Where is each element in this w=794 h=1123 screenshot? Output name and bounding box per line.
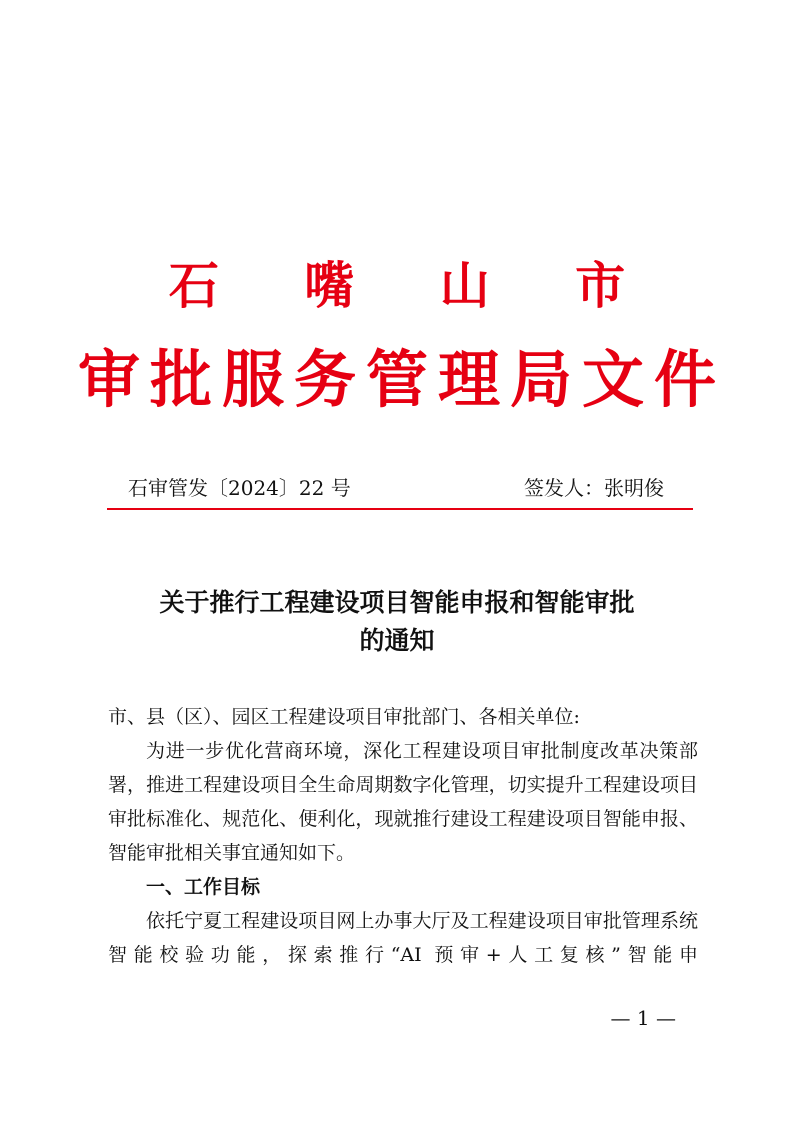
section-heading-1: 一、工作目标	[146, 876, 261, 898]
signer: 签发人：张明俊	[524, 476, 664, 500]
issuer-name-line1: 石 嘴 山 市	[168, 257, 660, 315]
page-number: — 1 —	[610, 1006, 676, 1030]
issuer-name-line2: 审批服务管理局文件	[77, 343, 726, 416]
body-paragraph-2: 依托宁夏工程建设项目网上办事大厅及工程建设项目审批管理系统智能校验功能，探索推行“AI 预审+人工复核”智能申	[108, 910, 698, 966]
title-line2: 的通知	[359, 626, 435, 655]
body-paragraph-1: 为进一步优化营商环境，深化工程建设项目审批制度改革决策部署，推进工程建设项目全生命周期数字化管理，切实提升工程建设项目审批标准化、规范化、便利化，现就推行建设工程建设项目智能申报、智能审批相关事宜通知如下。	[108, 740, 698, 864]
document-number: 石审管发〔2024〕22 号	[128, 476, 351, 500]
document-title	[100, 584, 694, 660]
red-divider	[107, 508, 693, 510]
title-line1: 关于推行工程建设项目智能申报和智能审批	[159, 588, 635, 617]
addressee: 市、县（区）、园区工程建设项目审批部门、各相关单位:	[108, 706, 580, 728]
document-body	[108, 700, 698, 972]
